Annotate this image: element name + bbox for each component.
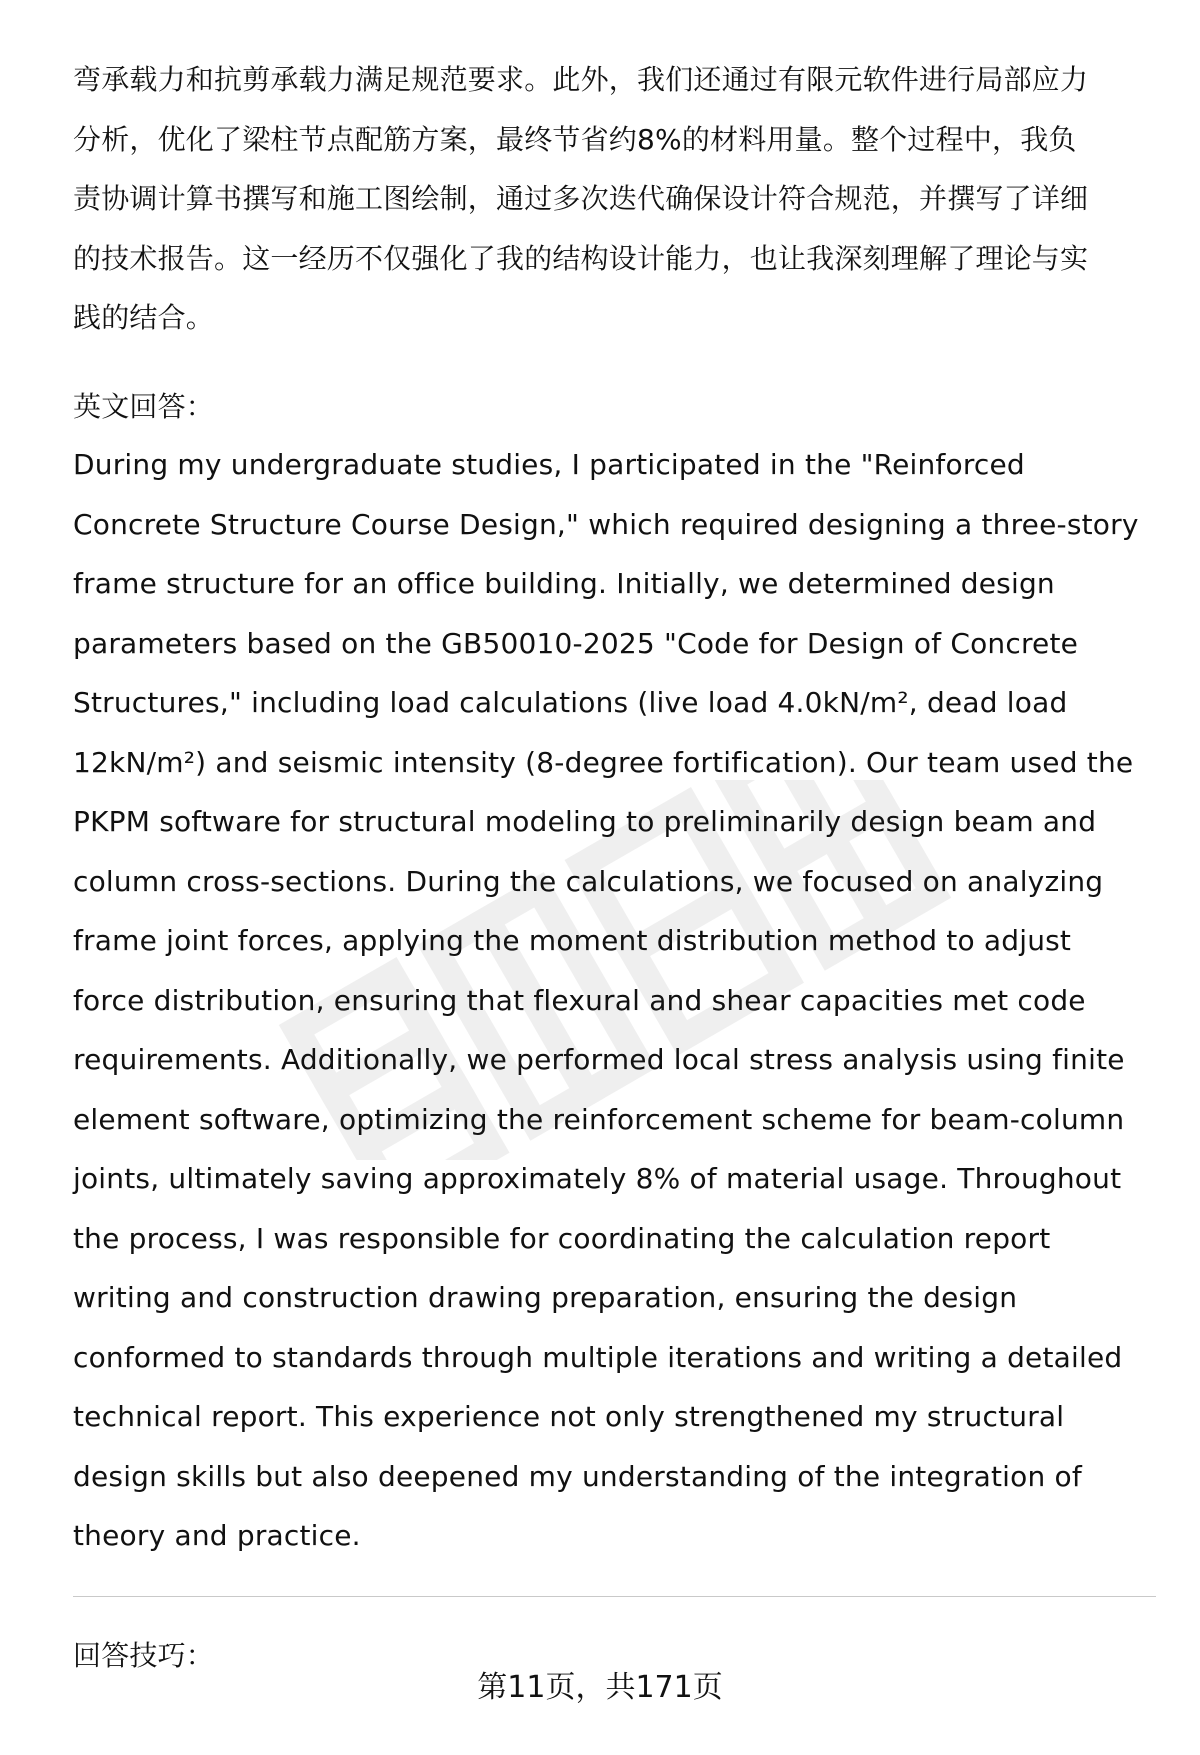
section-divider — [73, 1596, 1156, 1597]
chinese-answer-continuation: 弯承载力和抗剪承载力满足规范要求。此外，我们还通过有限元软件进行局部应力 分析，优化了梁柱节点配筋方案，最终节省约8%的材料用量。整个过程中，我负 责协调计算书撰写和施工图绘制，通过多次迭代确保设计符合规范，并撰写了详细 的技术报告。这一经历不仅强化了我的结构设计能力，也让我深刻理解了理论与实 践的结合。 — [73, 63, 1089, 334]
page-number-footer: 第11页，共171页 — [477, 1670, 723, 1705]
english-answer-body: During my undergraduate studies, I participated in the "Reinforced Concrete Structure Course Design," which required designing a three-story frame structure for an office building. Initially, we determined design parameters based on the GB50010-2025 "Code for Design of Concrete Structures," including load calculations (live load 4.0kN/m², dead load 12kN/m²) and seismic intensity (8-degree fortification). Our team used the PKPM software for structural modeling to preliminarily design beam and column cross-sections. During the calculations, we focused on analyzing frame joint forces, applying the moment distribution method to adjust force distribution, ensuring that flexural and shear capacities met code requirements. Additionally, we performed local stress analysis using finite element software, optimizing the reinforcement scheme for beam-column joints, ultimately saving approximately 8% of material usage. Throughout the process, I was responsible for coordinating the calculation report writing and construction drawing preparation, ensuring the design conformed to standards through multiple iterations and writing a detailed technical report. This experience not only strengthened my structural design skills but also deepened my understanding of the integration of theory and practice. — [73, 448, 1139, 1552]
english-answer-heading: 英文回答： — [73, 390, 215, 423]
answer-tips-heading: 回答技巧： — [73, 1639, 215, 1672]
